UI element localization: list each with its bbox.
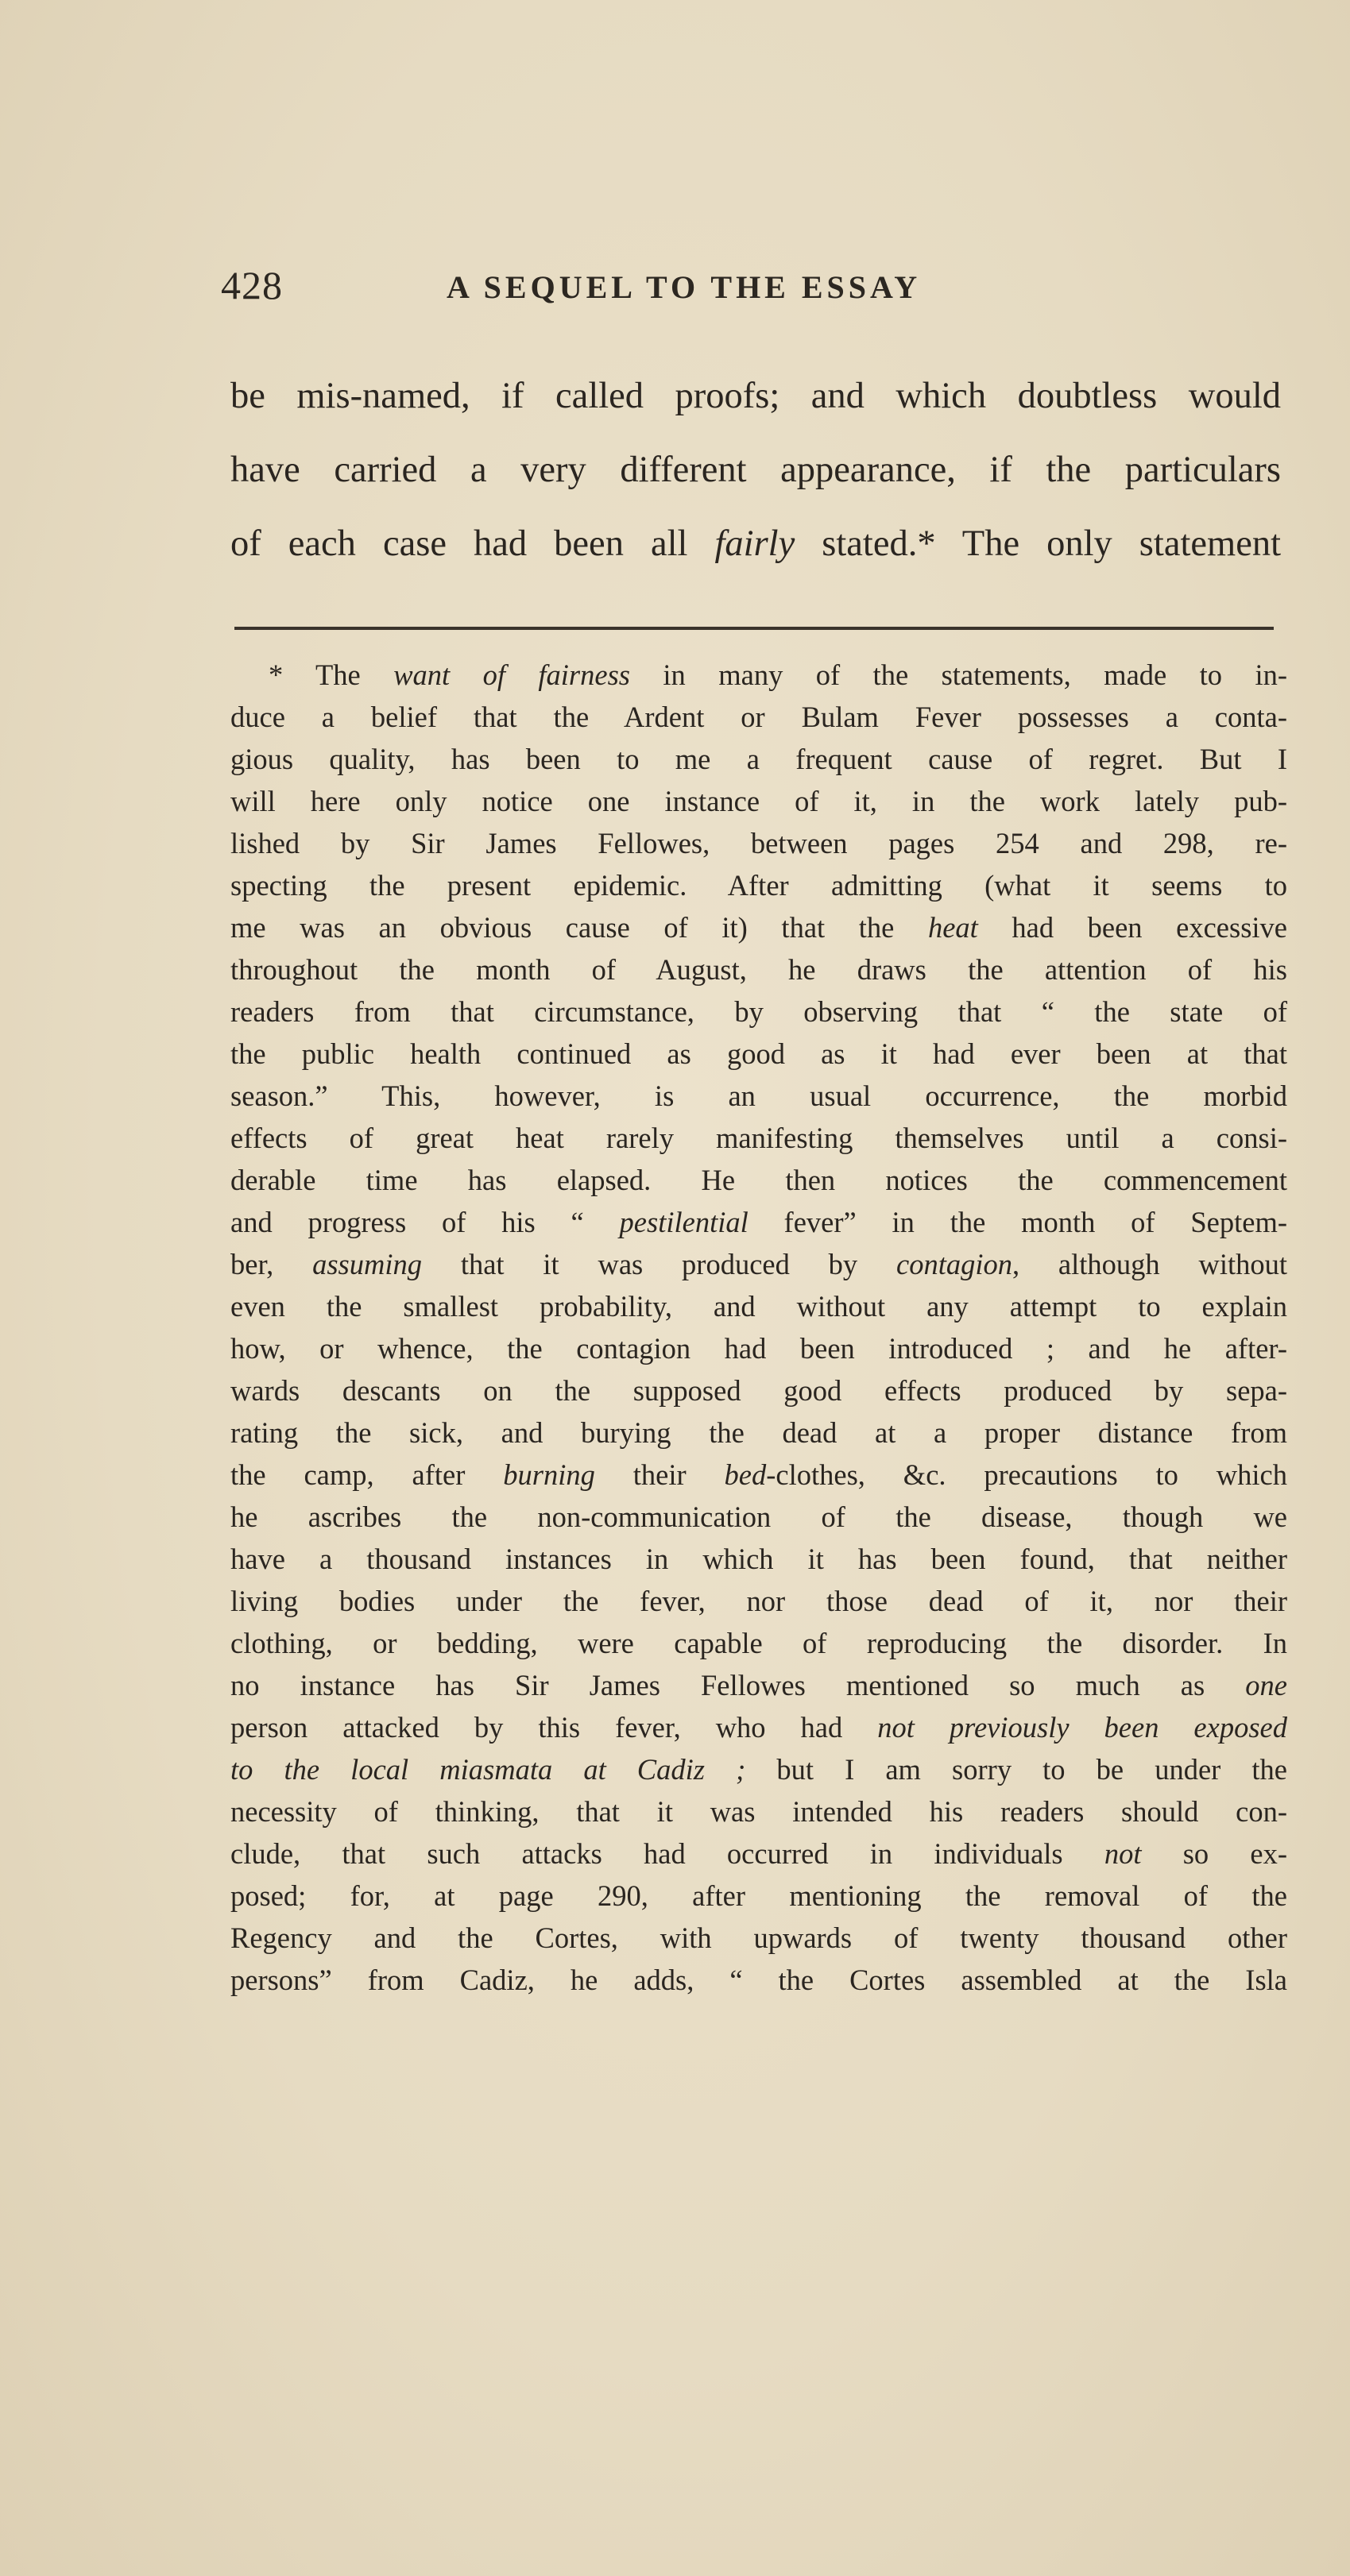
- footnote-line: [230, 654, 1287, 696]
- text-span: of each case had been all: [230, 523, 715, 564]
- italic-text: pestilential: [619, 1206, 748, 1238]
- footnote-line: [230, 1243, 1287, 1285]
- text-span: stated.* The only statement: [795, 523, 1281, 564]
- body-text-line: [230, 359, 1281, 433]
- text-span: wards descants on the supposed good effects produced by sepa-: [230, 1374, 1287, 1407]
- text-span: ber,: [230, 1248, 313, 1280]
- text-span: will here only notice one instance of it, in the work lately pub-: [230, 785, 1287, 817]
- text-span: lished by Sir James Fellowes, between pages 254 and 298, re-: [230, 827, 1287, 859]
- running-head: A SEQUEL TO THE ESSAY: [447, 269, 922, 305]
- italic-text: want of fairness: [393, 658, 630, 691]
- footnote-line: [230, 1201, 1287, 1243]
- text-span: persons” from Cadiz, he adds, “ the Cortes assembled at the Isla: [230, 1964, 1287, 1996]
- body-text-line: [230, 433, 1281, 507]
- text-span: the public health continued as good as it had ever been at that: [230, 1037, 1287, 1070]
- italic-text: assuming: [312, 1248, 423, 1280]
- text-span: have a thousand instances in which it has been found, that neither: [230, 1543, 1287, 1575]
- italic-text: burning: [503, 1458, 595, 1491]
- page-header: [221, 262, 1270, 318]
- text-span: , although without: [1012, 1248, 1288, 1280]
- text-span: readers from that circumstance, by observing that “ the state of: [230, 995, 1287, 1028]
- footnote-line: [230, 1496, 1287, 1538]
- italic-text: to the local miasmata at Cadiz ;: [230, 1753, 746, 1786]
- footnote-line: [230, 822, 1287, 864]
- text-span: specting the present epidemic. After admitting (what it seems to: [230, 869, 1287, 902]
- text-span: derable time has elapsed. He then notices the commencement: [230, 1164, 1287, 1196]
- italic-text: heat: [927, 911, 978, 944]
- footnote-line: [230, 948, 1287, 991]
- footnote-line: [230, 738, 1287, 780]
- italic-text: contagion: [896, 1248, 1012, 1280]
- text-span: the camp, after: [230, 1458, 504, 1491]
- footnote-line: [230, 1285, 1287, 1327]
- footnote-line: [230, 1748, 1287, 1790]
- footnote-line: [230, 1833, 1287, 1875]
- footnote-line: [230, 1159, 1287, 1201]
- text-span: throughout the month of August, he draws the attention of his: [230, 953, 1287, 986]
- text-span: duce a belief that the Ardent or Bulam Fever possesses a conta-: [230, 701, 1287, 733]
- body-text-line: [230, 507, 1281, 581]
- footnote: [230, 654, 1287, 2001]
- text-span: Regency and the Cortes, with upwards of twenty thousand other: [230, 1921, 1287, 1954]
- text-span: posed; for, at page 290, after mentioning the removal of the: [230, 1879, 1287, 1912]
- text-span: even the smallest probability, and without any attempt to explain: [230, 1290, 1287, 1323]
- footnote-line: [230, 1369, 1287, 1412]
- footnote-line: [230, 1875, 1287, 1917]
- text-span: me was an obvious cause of it) that the: [230, 911, 928, 944]
- italic-text: bed: [724, 1458, 767, 1491]
- italic-text: fairly: [714, 523, 795, 564]
- text-span: but I am sorry to be under the: [745, 1753, 1287, 1786]
- footnote-line: [230, 1075, 1287, 1117]
- footnote-line: [230, 696, 1287, 738]
- text-span: be mis-named, if called proofs; and which doubtless would: [230, 376, 1281, 416]
- footnote-line: [230, 1622, 1287, 1664]
- text-span: had been excessive: [977, 911, 1288, 944]
- text-span: effects of great heat rarely manifesting themselves until a consi-: [230, 1122, 1287, 1154]
- text-span: their: [594, 1458, 725, 1491]
- footnote-line: [230, 780, 1287, 822]
- footnote-divider-rule: [234, 627, 1274, 630]
- italic-text: not previously been exposed: [877, 1711, 1287, 1744]
- footnote-line: [230, 991, 1287, 1033]
- footnote-line: [230, 864, 1287, 906]
- text-span: in many of the statements, made to in-: [630, 658, 1287, 691]
- page-number: 428: [221, 263, 283, 307]
- text-span: how, or whence, the contagion had been introduced ; and he after-: [230, 1332, 1287, 1365]
- footnote-line: [230, 1706, 1287, 1748]
- body-text: [230, 359, 1281, 581]
- text-span: clude, that such attacks had occurred in individuals: [230, 1837, 1104, 1870]
- text-span: clothing, or bedding, were capable of reproducing the disorder. In: [230, 1627, 1287, 1659]
- text-span: * The: [269, 658, 394, 691]
- text-span: gious quality, has been to me a frequent cause of regret. But I: [230, 743, 1287, 775]
- text-span: he ascribes the non-communication of the disease, though we: [230, 1500, 1287, 1533]
- footnote-line: [230, 1033, 1287, 1075]
- italic-text: not: [1104, 1837, 1142, 1870]
- text-span: that it was produced by: [422, 1248, 896, 1280]
- footnote-line: [230, 906, 1287, 948]
- text-span: rating the sick, and burying the dead at a proper distance from: [230, 1416, 1287, 1449]
- footnote-line: [230, 1412, 1287, 1454]
- text-span: have carried a very different appearance, if the particulars: [230, 450, 1281, 490]
- footnote-line: [230, 1959, 1287, 2001]
- text-span: -clothes, &c. precautions to which: [766, 1458, 1288, 1491]
- footnote-line: [230, 1117, 1287, 1159]
- footnote-line: [230, 1454, 1287, 1496]
- text-span: necessity of thinking, that it was intended his readers should con-: [230, 1795, 1287, 1828]
- text-span: person attacked by this fever, who had: [230, 1711, 878, 1744]
- footnote-line: [230, 1327, 1287, 1369]
- text-span: fever” in the month of Septem-: [748, 1206, 1287, 1238]
- text-span: season.” This, however, is an usual occurrence, the morbid: [230, 1079, 1287, 1112]
- italic-text: one: [1245, 1669, 1287, 1701]
- footnote-line: [230, 1664, 1287, 1706]
- text-span: living bodies under the fever, nor those dead of it, nor their: [230, 1585, 1287, 1617]
- text-span: and progress of his “: [230, 1206, 620, 1238]
- footnote-line: [230, 1790, 1287, 1833]
- footnote-line: [230, 1538, 1287, 1580]
- text-span: so ex-: [1141, 1837, 1287, 1870]
- footnote-line: [230, 1917, 1287, 1959]
- footnote-line: [230, 1580, 1287, 1622]
- text-span: no instance has Sir James Fellowes mentioned so much as: [230, 1669, 1246, 1701]
